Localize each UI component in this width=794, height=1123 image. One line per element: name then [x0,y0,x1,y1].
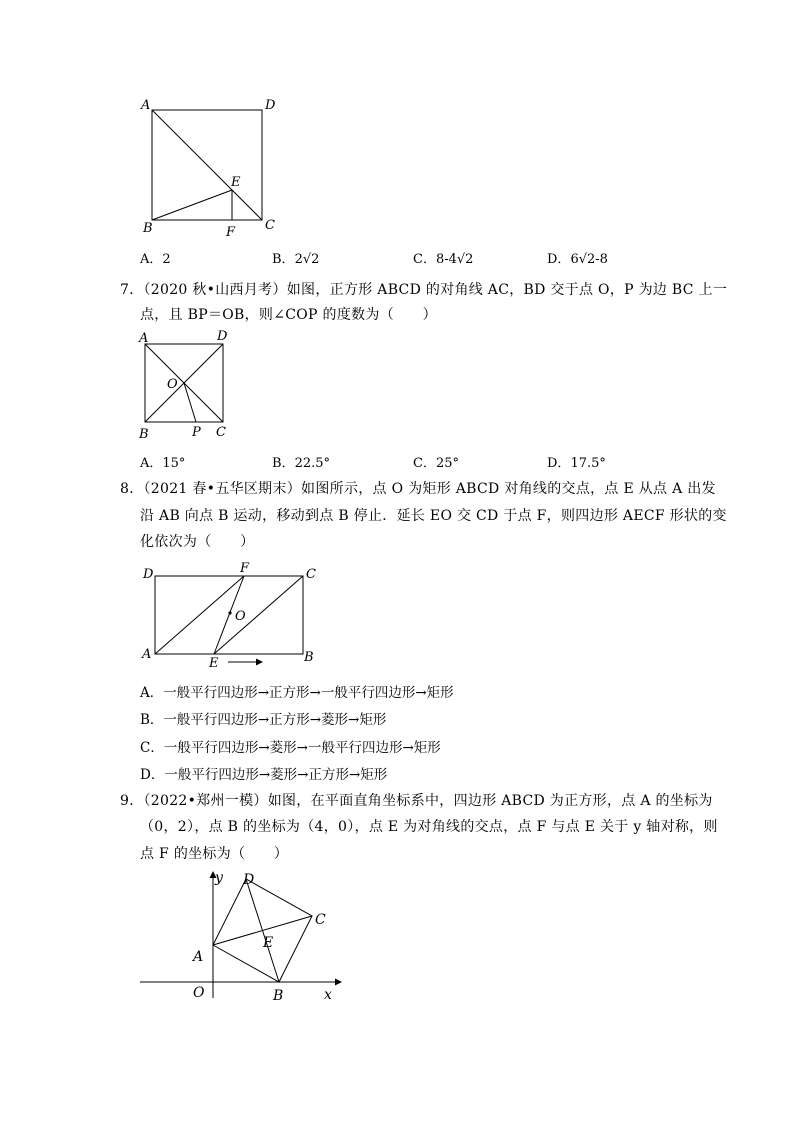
q8-segment-ec [214,576,303,654]
q7-label-o: O [167,377,178,392]
q8-option-d[interactable]: D．一般平行四边形→菱形→正方形→矩形 [140,767,388,783]
q6-label-a: A [141,98,151,113]
q8-text-line3: 化依次为（ ） [140,534,255,550]
q6-label-f: F [226,225,236,240]
q6-label-e: E [231,175,241,190]
q9-label-b: B [273,988,284,1004]
q8-figure [140,560,330,672]
q6-option-b[interactable]: B．2√2 [272,252,320,267]
q8-segment-af [155,576,244,654]
q8-option-c[interactable]: C．一般平行四边形→菱形→一般平行四边形→矩形 [140,740,441,756]
q6-label-c: C [265,218,275,233]
q7-label-c: C [216,425,226,440]
q8-point-o [228,611,231,614]
q6-diagonal-ac [152,110,262,220]
q8-option-b[interactable]: B．一般平行四边形→正方形→菱形→矩形 [140,712,387,728]
q6-option-a[interactable]: A．2 [140,252,171,267]
q7-figure [133,328,233,440]
q9-text-line3: 点 F 的坐标为（ ） [140,846,289,862]
q7-option-a[interactable]: A．15° [140,456,186,471]
q9-label-o: O [193,985,205,1001]
q8-label-e: E [209,656,219,671]
q7-text-line2: 点，且 BP＝OB，则∠COP 的度数为（ ） [140,307,437,323]
q9-figure [130,868,350,1008]
q7-label-p: P [192,425,201,440]
q9-x-arrow-icon [335,979,342,986]
q8-text-line1: 8．（2021 春•五华区期末）如图所示，点 O 为矩形 ABCD 对角线的交点，点 E 从点 A 出发 [120,481,716,497]
q7-text-line1: 7．（2020 秋•山西月考）如图，正方形 ABCD 的对角线 AC，BD 交于点 O，P 为边 BC 上一 [120,282,728,298]
q8-label-o: O [235,609,246,624]
q9-label-e: E [263,935,274,951]
q7-label-b: B [139,427,149,442]
q7-option-d[interactable]: D．17.5° [547,456,606,471]
q6-segment-be [152,190,232,220]
q8-label-d: D [143,567,154,582]
q8-label-b: B [304,650,314,665]
q7-option-b[interactable]: B．22.5° [272,456,331,471]
q9-text-line1: 9．（2022•郑州一模）如图，在平面直角坐标系中，四边形 ABCD 为正方形，点 A 的坐标为 [120,793,713,809]
q9-label-y: y [215,870,223,886]
q6-figure [135,95,285,240]
q8-label-c: C [306,567,316,582]
q6-label-b: B [143,221,153,236]
q6-option-d[interactable]: D．6√2-8 [547,252,608,267]
q9-text-line2: （0，2），点 B 的坐标为（4，0），点 E 为对角线的交点，点 F 与点 E 关于 y 轴对称，则 [140,819,718,835]
q6-label-d: D [265,98,276,113]
q7-option-c[interactable]: C．25° [413,456,459,471]
q8-motion-arrow-head [256,659,263,666]
q9-label-c: C [315,912,326,928]
q8-option-a[interactable]: A．一般平行四边形→正方形→一般平行四边形→矩形 [140,685,454,701]
q8-label-f: F [240,561,250,576]
q9-label-a: A [193,949,204,965]
q8-label-a: A [142,647,152,662]
q7-label-d: D [217,329,228,344]
q7-label-a: A [139,331,149,346]
q8-text-line2: 沿 AB 向点 B 运动，移动到点 B 停止．延长 EO 交 CD 于点 F，则四边形 AECF 形状的变 [140,508,727,524]
q6-option-c[interactable]: C．8-4√2 [413,252,474,267]
q9-label-d: D [243,872,255,888]
q9-label-x: x [324,987,332,1003]
